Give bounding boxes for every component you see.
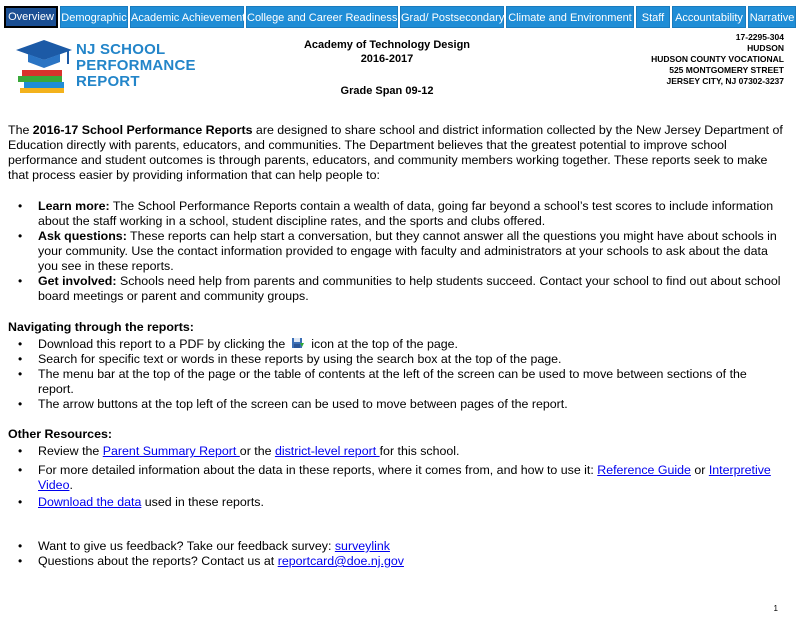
list-item [8, 274, 783, 304]
resources-heading: Other Resources: [8, 427, 112, 441]
logo-text [76, 42, 196, 90]
feedback-text: Want to give us feedback? Take our feedback survey: [38, 539, 335, 553]
county-name: HUDSON [747, 43, 784, 53]
survey-link[interactable]: surveylink [334, 539, 390, 553]
tab-climate-environment[interactable]: Climate and Environment [506, 6, 634, 28]
list-item: • Search for specific text or words in these reports by using the search box at the top of the page. [8, 352, 783, 367]
list-item: • The menu bar at the top of the page or the table of contents at the left of the screen can be used to move between sections of the report. [8, 367, 783, 397]
list-item [8, 229, 783, 274]
bullet-title: Ask questions: [38, 229, 127, 243]
school-code: 17-2295-304 [735, 32, 784, 42]
nav-item-text: Download this report to a PDF by clicking the [38, 337, 286, 351]
page-number: 1 [773, 604, 778, 613]
school-year: 2016-2017 [360, 53, 414, 65]
tab-academic-achievement[interactable]: Academic Achievement [130, 6, 244, 28]
nav-item-text: icon at the top of the page. [311, 337, 458, 351]
list-item [8, 199, 783, 229]
school-name: Academy of Technology Design [303, 39, 471, 51]
resources-list [8, 444, 783, 510]
bullet-text: These reports can help start a conversation, but they cannot answer all the questions you might have about schools in your community. Use the contact information provided to engage with faculty and administrators at your schools to ask about the data you see in these reports. [38, 229, 777, 273]
list-item: • The arrow buttons at the top left of the screen can be used to move between pages of the report. [8, 397, 783, 412]
bullet-title: Get involved: [38, 274, 117, 288]
intro-pre: The [8, 123, 33, 137]
school-address-block [651, 32, 784, 87]
district-level-report-link[interactable]: district-level report [274, 444, 380, 458]
navigating-heading: Navigating through the reports: [8, 320, 194, 334]
street-address: 525 MONTGOMERY STREET [669, 65, 784, 75]
resource-text: For more detailed information about the data in these reports, where it comes from, and how to use it: [38, 463, 598, 477]
purpose-list [8, 199, 783, 304]
reference-guide-link[interactable]: Reference Guide [597, 463, 691, 477]
grade-span: Grade Span 09-12 [340, 85, 434, 97]
list-item [8, 444, 783, 459]
list-item [8, 539, 783, 554]
tab-demographic[interactable]: Demographic [60, 6, 128, 28]
feedback-list [8, 539, 783, 569]
pdf-download-icon[interactable] [291, 337, 305, 350]
list-item [8, 554, 783, 569]
tab-accountability[interactable]: Accountability [672, 6, 746, 28]
section-tab-bar [4, 6, 796, 28]
download-data-link[interactable]: Download the data [38, 495, 142, 509]
resource-text: for this school. [379, 444, 460, 458]
resource-text: or [690, 463, 709, 477]
intro-post: are designed to share school and district information collected by the New Jersey Department of Education directly with parents, educators, and communities. The Department believes that the greatest potential to improve school performance and student outcomes is through parents, educators, and community members working together. These reports seek to make that process easier by providing information that can help people to: [8, 123, 783, 182]
district-name: HUDSON COUNTY VOCATIONAL [651, 54, 784, 64]
logo-line-3: REPORT [76, 73, 140, 90]
overview-content [8, 123, 783, 569]
graduation-cap-books-icon [12, 36, 74, 94]
bullet-text: The School Performance Reports contain a wealth of data, going far beyond a school’s test scores to include information about the staff working in a school, student discipline rates, and the sports and clubs offered. [38, 199, 774, 228]
navigating-list [8, 337, 783, 412]
tab-staff[interactable]: Staff [636, 6, 670, 28]
city-state-zip: JERSEY CITY, NJ 07302-3237 [666, 76, 784, 86]
intro-bold: 2016-17 School Performance Reports [32, 123, 253, 137]
feedback-text: Questions about the reports? Contact us at [38, 554, 278, 568]
resource-text: or the [239, 444, 275, 458]
bullet-title: Learn more: [38, 199, 110, 213]
tab-college-career-readiness[interactable]: College and Career Readiness [246, 6, 398, 28]
tab-overview[interactable]: Overview [4, 6, 58, 28]
resource-text: used in these reports. [141, 495, 264, 509]
tab-grad-postsecondary[interactable]: Grad/ Postsecondary [400, 6, 504, 28]
list-item [8, 337, 783, 352]
intro-paragraph [8, 123, 783, 183]
contact-email-link[interactable]: reportcard@doe.nj.gov [277, 554, 404, 568]
resource-text: . [69, 478, 73, 492]
logo-line-2: PERFORMANCE [76, 57, 196, 74]
logo-line-1: NJ SCHOOL [76, 41, 166, 58]
parent-summary-report-link[interactable]: Parent Summary Report [102, 444, 240, 458]
list-item [8, 495, 783, 510]
bullet-text: Schools need help from parents and communities to help students succeed. Contact your school to find out about school board meetings or parent and community groups. [38, 274, 781, 303]
tab-narrative[interactable]: Narrative [748, 6, 796, 28]
resource-text: Review the [38, 444, 103, 458]
interpretive-video-link[interactable]: Interpretive Video [38, 463, 771, 492]
school-header [262, 38, 512, 98]
list-item [8, 463, 783, 493]
nj-school-performance-report-logo [12, 36, 196, 96]
